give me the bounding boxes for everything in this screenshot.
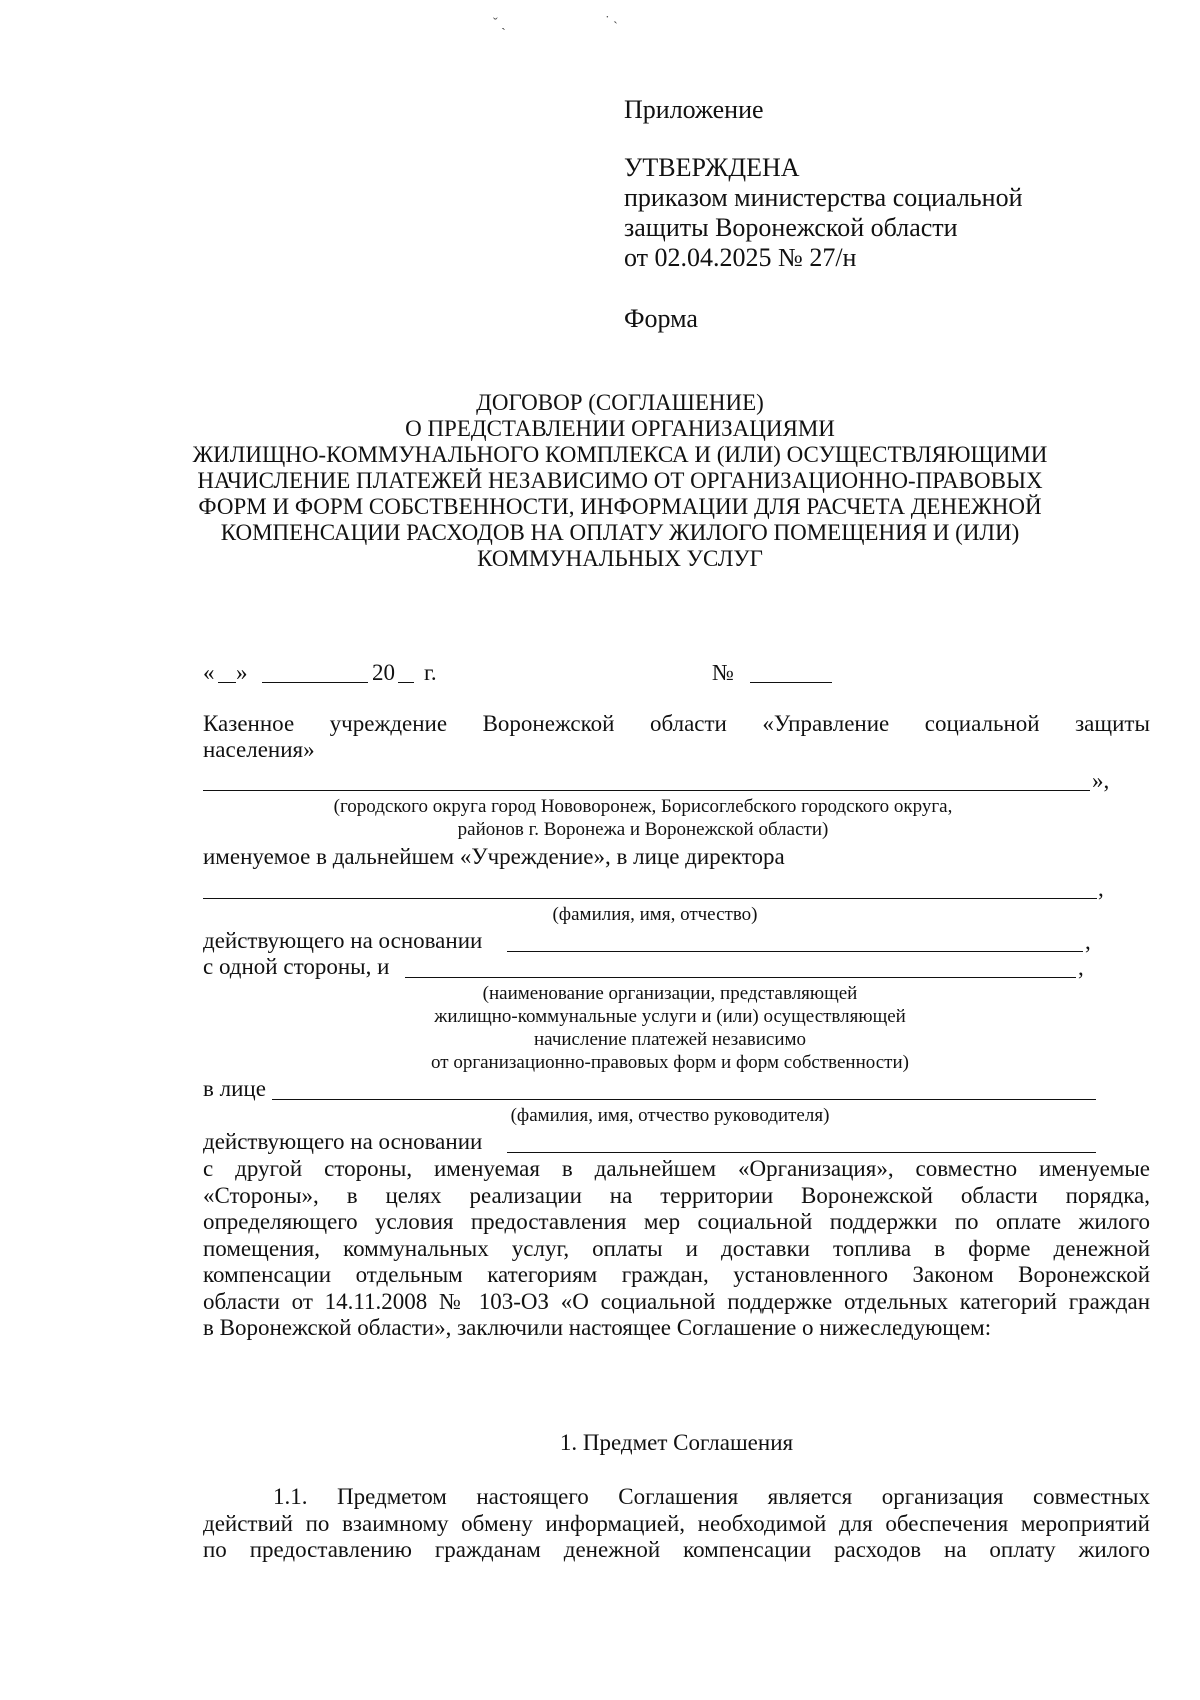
clause-line: по предоставлению гражданам денежной компенсации расходов на оплату жилого xyxy=(203,1537,1150,1562)
comma: , xyxy=(1098,876,1104,901)
in-person-label: в лице xyxy=(203,1076,266,1101)
acting-basis-label: действующего на основании xyxy=(203,928,483,953)
form-label: Форма xyxy=(624,304,698,333)
preamble-line: компенсации отдельным категориям граждан, установленного Законом Воронежской xyxy=(203,1262,1150,1287)
closing-quote: », xyxy=(1092,768,1110,793)
named-as-text: именуемое в дальнейшем «Учреждение», в лице директора xyxy=(203,844,785,869)
year-prefix: 20 xyxy=(372,660,395,685)
hint-text: жилищно-коммунальные услуги и (или) осуществляющей xyxy=(434,1006,906,1027)
hint-text: районов г. Воронежа и Воронежской области) xyxy=(457,819,829,840)
year-suffix: г. xyxy=(424,660,437,685)
order-line: защиты Воронежской области xyxy=(624,213,958,242)
doc-title-line: НАЧИСЛЕНИЕ ПЛАТЕЖЕЙ НЕЗАВИСИМО ОТ ОРГАНИЗАЦИОННО-ПРАВОВЫХ xyxy=(197,468,1043,493)
scan-speck: ˙ ˴ xyxy=(605,14,618,29)
hint-text: от организационно-правовых форм и форм собственности) xyxy=(431,1052,909,1073)
appendix-label: Приложение xyxy=(624,95,764,124)
year-blank xyxy=(398,682,414,683)
date-quote-close: » xyxy=(236,660,248,685)
institution-word: области xyxy=(649,711,727,736)
doc-title-line: ЖИЛИЩНО-КОММУНАЛЬНОГО КОМПЛЕКСА И (ИЛИ) ОСУЩЕСТВЛЯЮЩИМИ xyxy=(192,442,1048,467)
hint-text: (городского округа город Нововоронеж, Борисоглебского городского округа, xyxy=(333,796,953,817)
hint-text: (фамилия, имя, отчество руководителя) xyxy=(510,1105,830,1126)
comma: , xyxy=(1085,929,1091,954)
preamble-line: с другой стороны, именуемая в дальнейшем «Организация», совместно именуемые xyxy=(203,1156,1150,1181)
doc-title-line: ФОРМ И ФОРМ СОБСТВЕННОСТИ, ИНФОРМАЦИИ ДЛЯ РАСЧЕТА ДЕНЕЖНОЙ xyxy=(198,494,1042,519)
preamble-paragraph xyxy=(203,1156,1150,1342)
clause-line: 1.1. Предметом настоящего Соглашения является организация совместных xyxy=(273,1484,1150,1509)
one-side-label: с одной стороны, и xyxy=(203,954,390,979)
comma: , xyxy=(1078,955,1084,980)
hint-text: начисление платежей независимо xyxy=(533,1029,807,1050)
scan-speck: ˇ ˏ xyxy=(493,16,506,31)
date-quote-open: « xyxy=(203,660,215,685)
preamble-line: «Стороны», в целях реализации на территории Воронежской области порядка, xyxy=(203,1182,1150,1208)
institution-word: защиты xyxy=(1075,711,1150,736)
clause-1-1 xyxy=(203,1484,1150,1564)
basis-blank xyxy=(507,1152,1096,1153)
institution-word: Казенное xyxy=(203,711,295,736)
month-blank xyxy=(262,682,368,683)
director-name-blank xyxy=(203,898,1097,899)
hint-text: (фамилия, имя, отчество) xyxy=(552,904,758,925)
order-line: приказом министерства социальной xyxy=(624,183,1023,212)
institution-word: социальной xyxy=(924,711,1040,736)
doc-title-line: ДОГОВОР (СОГЛАШЕНИЕ) xyxy=(476,390,764,415)
preamble-line: в Воронежской области», заключили настоящее Соглашение о нижеследующем: xyxy=(203,1315,992,1340)
district-blank xyxy=(203,790,1090,791)
institution-word: «Управление xyxy=(762,711,890,736)
clause-line: действий по взаимному обмену информацией, необходимой для обеспечения мероприятий xyxy=(203,1510,1150,1536)
doc-title-line: КОМПЕНСАЦИИ РАСХОДОВ НА ОПЛАТУ ЖИЛОГО ПОМЕЩЕНИЯ И (ИЛИ) xyxy=(220,520,1020,545)
doc-title-line: КОММУНАЛЬНЫХ УСЛУГ xyxy=(477,546,763,571)
section-heading: 1. Предмет Соглашения xyxy=(559,1430,794,1455)
doc-title-line: О ПРЕДСТАВЛЕНИИ ОРГАНИЗАЦИЯМИ xyxy=(405,416,835,441)
institution-line-2: населения» xyxy=(203,737,315,762)
institution-line xyxy=(203,711,1150,737)
approved-label: УТВЕРЖДЕНА xyxy=(624,153,800,182)
preamble-line: области от 14.11.2008 № 103-ОЗ «О социальной поддержке отдельных категорий граждан xyxy=(203,1288,1150,1314)
acting-basis-label: действующего на основании xyxy=(203,1129,483,1154)
hint-text: (наименование организации, представляющей xyxy=(482,983,858,1004)
organization-blank xyxy=(405,977,1076,978)
preamble-line: помещения, коммунальных услуг, оплаты и доставки топлива в форме денежной xyxy=(203,1235,1150,1261)
institution-word: учреждение xyxy=(329,711,448,736)
number-blank xyxy=(750,682,832,683)
order-line: от 02.04.2025 № 27/н xyxy=(624,243,857,272)
preamble-line: определяющего условия предоставления мер социальной поддержки по оплате жилого xyxy=(203,1209,1150,1234)
institution-word: Воронежской xyxy=(482,711,615,736)
day-blank xyxy=(218,682,236,683)
head-name-blank xyxy=(272,1099,1096,1100)
number-sign: № xyxy=(712,660,734,685)
basis-blank xyxy=(507,951,1083,952)
